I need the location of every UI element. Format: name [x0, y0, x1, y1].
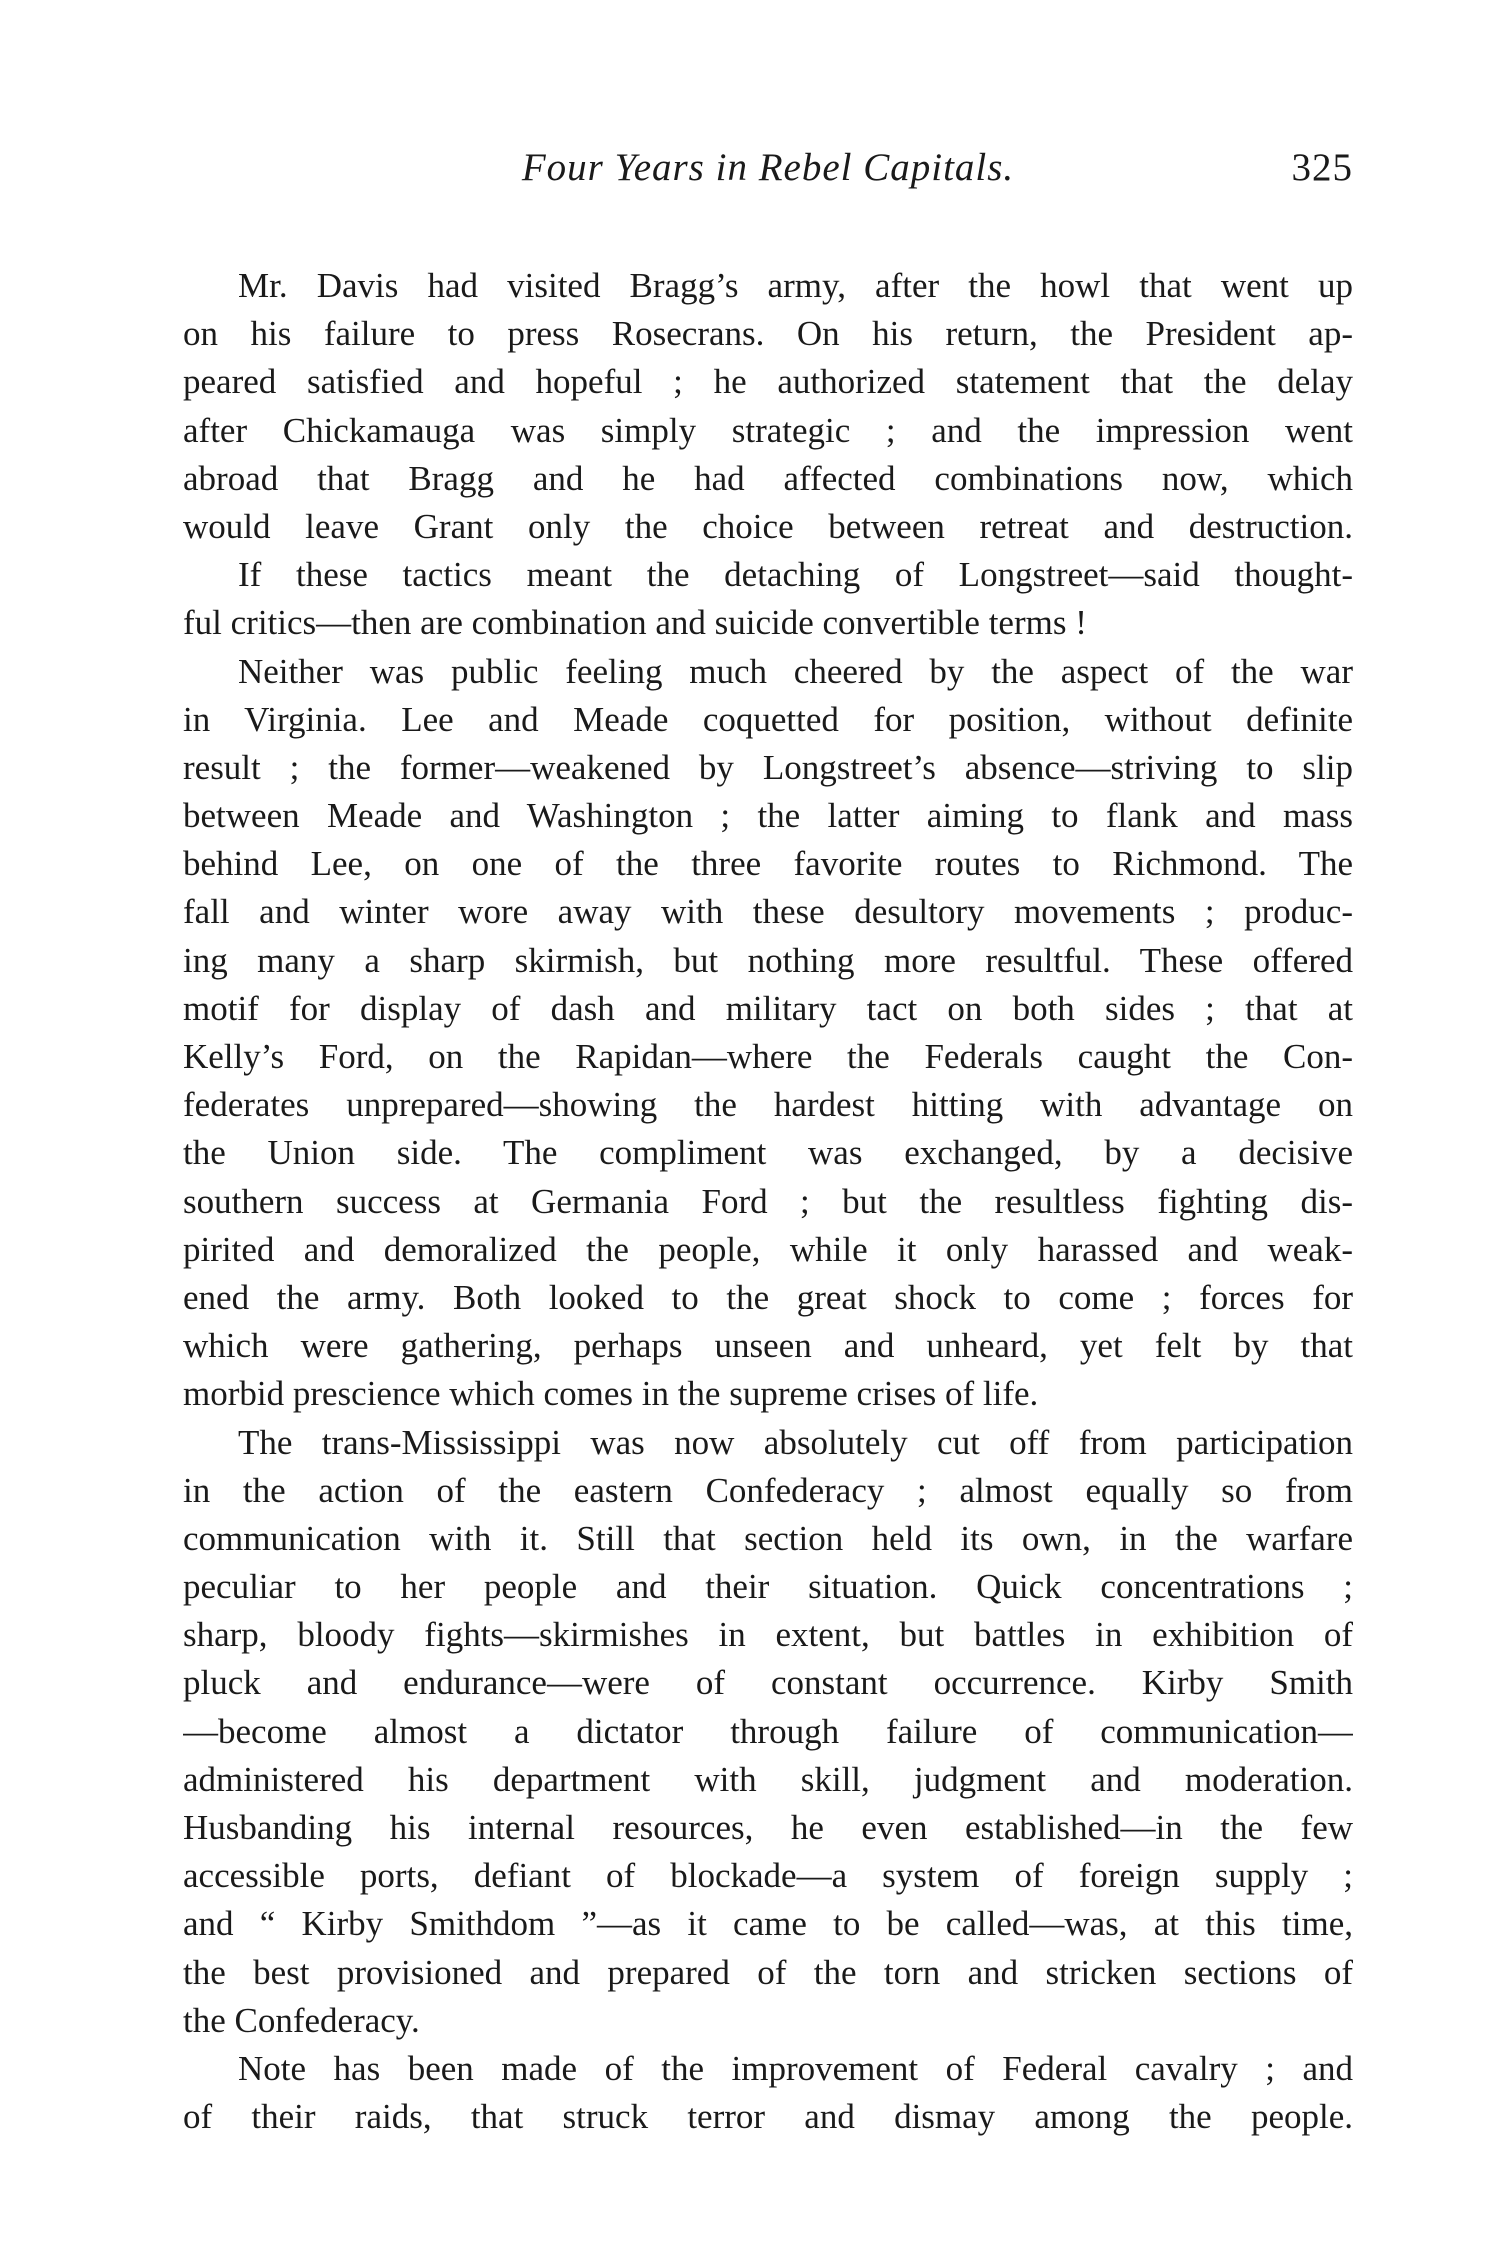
- text-line: federates unprepared—showing the hardest hitting with advantage on: [183, 1085, 1353, 1125]
- text-line: on his failure to press Rosecrans. On his return, the President ap-: [183, 314, 1353, 354]
- text-line: motif for display of dash and military tact on both sides ; that at: [183, 988, 1353, 1028]
- text-line: —become almost a dictator through failure of communication—: [183, 1711, 1353, 1751]
- text-line: sharp, bloody fights—skirmishes in extent, but battles in exhibition of: [183, 1615, 1353, 1655]
- text-line: of their raids, that struck terror and dismay among the people.: [183, 2097, 1353, 2137]
- paragraph-davis-visit: [183, 262, 1353, 551]
- text-line: The trans-Mississippi was now absolutely cut off from participation: [238, 1422, 1353, 1462]
- text-line: Kelly’s Ford, on the Rapidan—where the Federals caught the Con-: [183, 1037, 1353, 1076]
- text-line: the best provisioned and prepared of the torn and stricken sections of: [183, 1952, 1353, 1992]
- text-line: the Confederacy.: [183, 2000, 420, 2040]
- text-line: ened the army. Both looked to the great shock to come ; forces for: [183, 1277, 1353, 1317]
- text-line: between Meade and Washington ; the latter aiming to flank and mass: [183, 796, 1353, 836]
- text-line: in the action of the eastern Confederacy ; almost equally so from: [183, 1470, 1353, 1510]
- text-line: Mr. Davis had visited Bragg’s army, after the howl that went up: [238, 266, 1353, 305]
- text-line: abroad that Bragg and he had affected combinations now, which: [183, 458, 1353, 498]
- text-line: morbid prescience which comes in the supreme crises of life.: [183, 1374, 1039, 1414]
- paragraph-virginia-war: [183, 648, 1353, 1419]
- text-line: result ; the former—weakened by Longstreet’s absence—striving to slip: [183, 747, 1353, 787]
- text-line: Neither was public feeling much cheered by the aspect of the war: [238, 651, 1353, 691]
- text-line: accessible ports, defiant of blockade—a system of foreign supply ;: [183, 1856, 1353, 1896]
- text-line: ful critics—then are combination and suicide convertible terms !: [183, 603, 1087, 643]
- text-line: administered his department with skill, judgment and moderation.: [183, 1759, 1353, 1799]
- running-title: Four Years in Rebel Capitals.: [521, 146, 1015, 189]
- text-line: southern success at Germania Ford ; but the resultless fighting dis-: [183, 1181, 1353, 1221]
- text-line: ing many a sharp skirmish, but nothing more resultful. These offered: [183, 940, 1353, 980]
- text-line: the Union side. The compliment was exchanged, by a decisive: [183, 1133, 1353, 1173]
- text-line: peculiar to her people and their situation. Quick concentrations ;: [183, 1567, 1353, 1607]
- text-line: If these tactics meant the detaching of Longstreet—said thought-: [238, 555, 1353, 595]
- paragraph-trans-mississippi: [183, 1419, 1353, 2045]
- paragraph-longstreet-tactics: [183, 551, 1353, 647]
- text-line: pluck and endurance—were of constant occurrence. Kirby Smith: [183, 1663, 1353, 1703]
- text-line: and “ Kirby Smithdom ”—as it came to be called—was, at this time,: [183, 1904, 1353, 1944]
- body-text: [183, 262, 1353, 2141]
- text-line: in Virginia. Lee and Meade coquetted for position, without definite: [183, 699, 1353, 739]
- text-line: pirited and demoralized the people, while it only harassed and weak-: [183, 1229, 1353, 1269]
- text-line: would leave Grant only the choice between retreat and destruction.: [183, 506, 1353, 546]
- text-line: Husbanding his internal resources, he even established—in the few: [183, 1808, 1353, 1847]
- text-line: after Chickamauga was simply strategic ; and the impression went: [183, 410, 1353, 450]
- running-head: [183, 145, 1353, 205]
- text-line: which were gathering, perhaps unseen and unheard, yet felt by that: [183, 1326, 1353, 1366]
- paragraph-federal-cavalry: [183, 2045, 1353, 2141]
- text-line: communication with it. Still that section held its own, in the warfare: [183, 1518, 1353, 1558]
- text-line: Note has been made of the improvement of Federal cavalry ; and: [238, 2048, 1353, 2088]
- page-number: 325: [1291, 146, 1353, 189]
- text-line: behind Lee, on one of the three favorite routes to Richmond. The: [183, 844, 1353, 884]
- text-line: peared satisfied and hopeful ; he authorized statement that the delay: [183, 362, 1353, 402]
- text-line: fall and winter wore away with these desultory movements ; produc-: [183, 892, 1353, 932]
